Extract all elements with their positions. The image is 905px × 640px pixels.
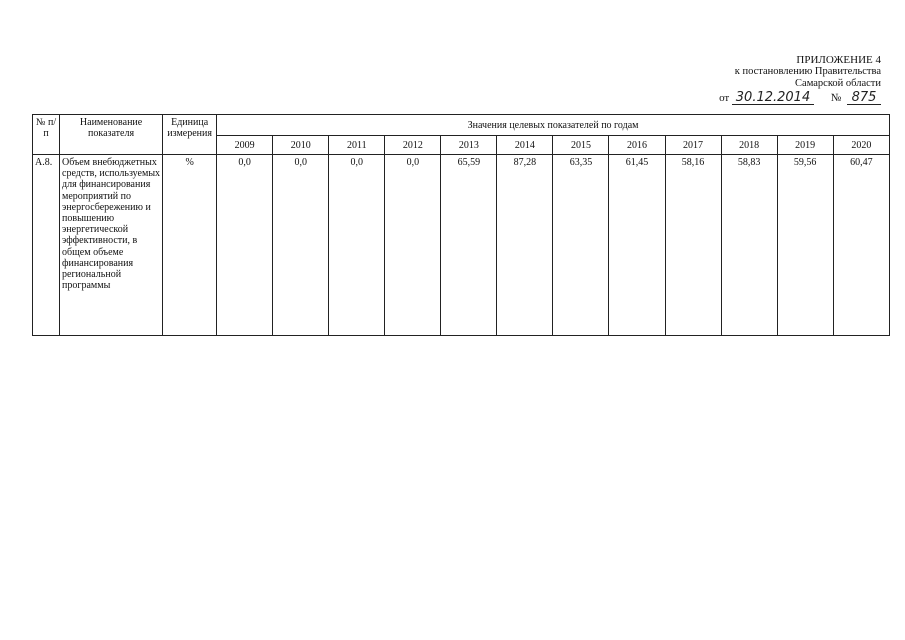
header-values-group: Значения целевых показателей по годам — [217, 115, 890, 136]
header-row — [33, 115, 890, 136]
header-unit: Единица измерения — [163, 115, 217, 155]
year-header: 2017 — [665, 136, 721, 155]
year-header: 2013 — [441, 136, 497, 155]
value-cell: 65,59 — [441, 155, 497, 336]
value-cell: 0,0 — [217, 155, 273, 336]
year-header: 2020 — [833, 136, 889, 155]
indicator-unit: % — [163, 155, 217, 336]
handwritten-number: 875 — [847, 91, 881, 105]
value-cell: 58,16 — [665, 155, 721, 336]
value-cell: 60,47 — [833, 155, 889, 336]
heading-line-2: Самарской области — [795, 78, 881, 89]
table-row — [33, 155, 890, 336]
header-no: № п/п — [33, 115, 60, 155]
year-header: 2016 — [609, 136, 665, 155]
year-header: 2010 — [273, 136, 329, 155]
indicator-name: Объем внебюджетных средств, используемых для финансирования мероприятий по энергосбережению и повышению энергетической эффективности, в общем объеме финансирования региональной программы — [60, 155, 163, 336]
number-label: № — [830, 92, 842, 104]
document-heading — [681, 54, 881, 105]
from-label: от — [719, 92, 730, 104]
year-header: 2014 — [497, 136, 553, 155]
indicators-table — [32, 114, 890, 336]
value-cell: 58,83 — [721, 155, 777, 336]
heading-line-1: к постановлению Правительства — [734, 66, 881, 77]
value-cell: 0,0 — [385, 155, 441, 336]
year-header: 2012 — [385, 136, 441, 155]
appendix-title: ПРИЛОЖЕНИЕ 4 — [796, 54, 881, 66]
value-cell: 61,45 — [609, 155, 665, 336]
value-cell: 63,35 — [553, 155, 609, 336]
value-cell: 0,0 — [329, 155, 385, 336]
header-name: Наименование показателя — [60, 115, 163, 155]
row-number: А.8. — [33, 155, 60, 336]
year-header: 2009 — [217, 136, 273, 155]
year-header: 2011 — [329, 136, 385, 155]
year-header: 2019 — [777, 136, 833, 155]
handwritten-date: 30.12.2014 — [732, 91, 814, 105]
value-cell: 59,56 — [777, 155, 833, 336]
value-cell: 0,0 — [273, 155, 329, 336]
value-cell: 87,28 — [497, 155, 553, 336]
year-header: 2018 — [721, 136, 777, 155]
year-header: 2015 — [553, 136, 609, 155]
heading-date-number-line — [681, 91, 881, 105]
